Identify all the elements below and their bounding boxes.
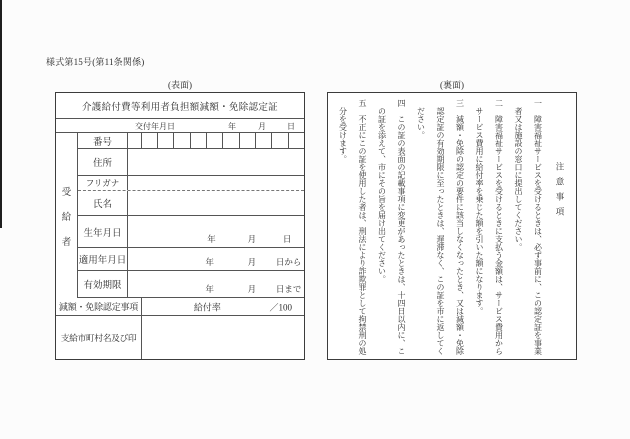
issue-date-label: 交付年月日 — [135, 122, 175, 131]
reduction-label: 減額・免除認定事項 — [56, 298, 142, 315]
recipient-char-3: 者 — [61, 237, 72, 248]
back-side-label: (裏面) — [440, 80, 464, 90]
recipient-section — [56, 133, 304, 298]
benefit-rate-denominator: ／100 — [269, 302, 292, 312]
apply-date-label: 適用年月日 — [78, 248, 128, 270]
apply-date-value — [128, 248, 304, 270]
number-cell — [173, 133, 189, 148]
validity-value — [128, 271, 304, 297]
issue-month-unit: 月 — [258, 122, 266, 131]
furigana-row — [78, 176, 304, 191]
scan-edge-artifact — [0, 0, 2, 228]
birthdate-value — [128, 216, 304, 247]
note-line: 三 減額・免除の認定の要件に該当しなくなったとき、又は減額・免除 — [455, 99, 465, 355]
recipient-char-1: 受 — [61, 187, 72, 198]
number-cell — [288, 133, 304, 148]
number-cell — [206, 133, 222, 148]
number-cell — [255, 133, 271, 148]
address-value — [128, 149, 304, 175]
issue-year-unit: 年 — [228, 122, 236, 131]
number-cell — [271, 133, 287, 148]
note-line: サービス費用に給付率を乗じた額を引いた額になります。 — [475, 107, 484, 315]
furigana-label: フリガナ — [78, 176, 128, 190]
municipality-row — [56, 316, 304, 359]
benefit-rate-label: 給付率 — [193, 302, 221, 312]
number-label: 番号 — [78, 133, 128, 148]
note-line: 五 不正にこの証を使用した者は、刑法により詐欺罪として拘禁刑の処 — [358, 99, 367, 355]
birthdate-label: 生年月日 — [78, 216, 128, 247]
name-label: 氏名 — [78, 191, 128, 215]
back-notes-box — [327, 92, 577, 360]
apply-month-unit: 月 — [247, 257, 257, 267]
note-line: 者又は施設の窓口に提出してください。 — [514, 107, 523, 251]
note-line: の証を添えて、市にその旨を届け出てください。 — [377, 107, 387, 283]
note-line: 分を受けます。 — [338, 107, 348, 163]
name-row — [78, 191, 304, 216]
number-cell-grid — [128, 133, 304, 148]
apply-year-unit: 年 — [205, 257, 214, 267]
valid-day-until-unit: 日まで — [275, 284, 302, 294]
birth-day-unit: 日 — [282, 234, 292, 244]
note-line: 二 障害福祉サービスを受けるときに支払う金額は、サービス費用から — [494, 99, 504, 355]
validity-label: 有効期限 — [78, 271, 128, 297]
note-line: ださい。 — [416, 107, 426, 139]
reduction-value — [142, 298, 304, 315]
furigana-value — [128, 176, 304, 190]
municipality-seal-area — [142, 316, 304, 359]
birth-month-unit: 月 — [247, 234, 257, 244]
birth-year-unit: 年 — [207, 234, 216, 244]
front-certificate-table — [55, 92, 305, 360]
number-cell — [128, 133, 141, 148]
note-line: 一 障害福祉サービスを受けるときは、必ず事前に、この認定証を事業 — [533, 99, 543, 355]
recipient-rows — [78, 133, 304, 298]
notes-heading: 注意事項 — [555, 162, 565, 222]
address-label: 住所 — [78, 149, 128, 175]
back-notes-content — [328, 93, 576, 359]
number-cell — [141, 133, 157, 148]
number-cell — [157, 133, 173, 148]
reduction-certification-row — [56, 298, 304, 316]
note-line: 四 この証の表面の記載事項に変更があったときは、十四日以内に、こ — [397, 99, 406, 355]
front-side-label: (表面) — [168, 80, 192, 90]
name-value — [128, 191, 304, 215]
valid-month-unit: 月 — [247, 284, 257, 294]
address-row — [78, 149, 304, 176]
municipality-label: 支給市町村名及び印 — [56, 316, 142, 359]
issue-day-unit: 日 — [287, 122, 295, 131]
recipient-vertical-label — [56, 133, 78, 298]
number-cell — [222, 133, 238, 148]
number-value — [128, 133, 304, 148]
birthdate-row — [78, 216, 304, 248]
apply-day-from-unit: 日から — [275, 257, 302, 267]
number-row — [78, 133, 304, 149]
note-line: 認定証の有効期限に至ったときは、遅滞なく、この証を市に返してく — [436, 107, 445, 355]
valid-year-unit: 年 — [205, 284, 214, 294]
number-cell — [190, 133, 206, 148]
number-cell — [239, 133, 255, 148]
apply-date-row — [78, 248, 304, 271]
issue-date-row — [56, 119, 304, 133]
certificate-title: 介護給付費等利用者負担額減額・免除認定証 — [56, 93, 304, 119]
validity-row — [78, 271, 304, 298]
form-number-label: 様式第15号(第11条関係) — [46, 57, 145, 67]
recipient-char-2: 給 — [61, 212, 72, 223]
